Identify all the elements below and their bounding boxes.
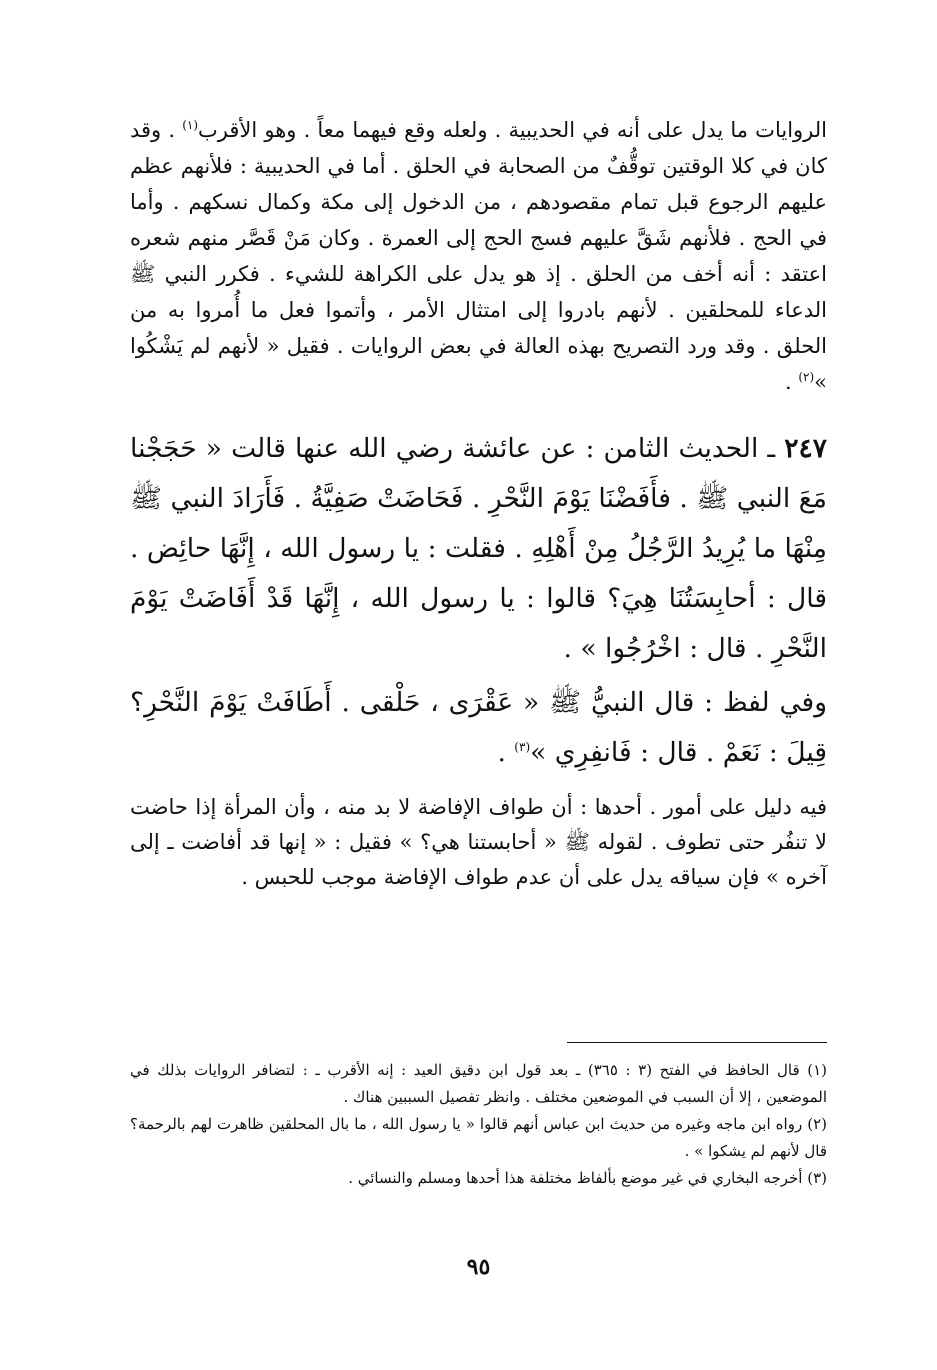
- page-number: ٩٥: [466, 1254, 491, 1280]
- footnote-3: (٣) أخرجه البخاري في غير موضع بألفاظ مختلفة هذا أحدها ومسلم والنسائي .: [348, 1169, 827, 1187]
- intro-text-c: .: [784, 370, 799, 394]
- footnote-2: (٢) رواه ابن ماجه وغيره من حديث ابن عباس أنهم قالوا « يا رسول الله ، ما بال المحلقين ظاهرت لهم بالرحمة؟ قال لأنهم لم يشكوا » .: [130, 1115, 827, 1160]
- intro-text-b: . وقد كان في كلا الوقتين توقُّفٌ من الصحابة في الحلق . أما في الحديبية : فلأنهم عظم عليهم الرجوع قبل تمام مقصودهم ، من الدخول إلى مكة وكمال نسكهم . وأما في الحج . فلأنهم شَقَّ عليهم فسج الحج إلى العمرة . وكان مَنْ قَصَّر منهم شعره اعتقد : أنه أخف من الحلق . إذ هو يدل على الكراهة للشيء . فكرر النبي ﷺ الدعاء للمحلقين . لأنهم بادروا إلى امتثال الأمر ، وأتموا فعل ما أُمروا به من الحلق . وقد ورد التصريح بهذه العالة في بعض الروايات . فقيل « لأنهم لم يَشْكُوا »: [130, 118, 827, 394]
- footnote-ref-1[interactable]: (١): [182, 118, 199, 132]
- footnote-1: (١) قال الحافظ في الفتح (٣ : ٣٦٥) ـ بعد قول ابن دقيق العيد : إنه الأقرب ـ : لتضافر الروايات بذلك في الموضعين ، إلا أن السبب في الموضعين مختلف . وانظر تفصيل السببين هناك .: [130, 1061, 827, 1106]
- footnote-separator: [567, 1042, 827, 1043]
- hadith-paragraph: [130, 424, 827, 674]
- intro-text-a: الروايات ما يدل على أنه في الحديبية . ولعله وقع فيهما معاً . وهو الأقرب: [198, 118, 827, 142]
- footnotes: [130, 1057, 827, 1192]
- hadith-text: ـ الحديث الثامن : عن عائشة رضي الله عنها قالت « حَجَجْنا مَعَ النبي ﷺ . فأَفَضْنَا يَوْمَ النَّحْرِ . فَحَاضَتْ صَفِيَّةُ . فَأَرَادَ النبي ﷺ مِنْهَا ما يُرِيدُ الرَّجُلُ مِنْ أَهْلِهِ . فقلت : يا رسول الله ، إِنَّهَا حائِض . قال : أحابِسَتُنَا هِيَ؟ قالوا : يا رسول الله ، إِنَّهَا قَدْ أَفَاضَتْ يَوْمَ النَّحْرِ . قال : اخْرُجُوا » .: [130, 433, 827, 664]
- alt-wording-text: وفي لفظ : قال النبيُّ ﷺ « عَقْرَى ، حَلْقى . أَطَافَتْ يَوْمَ النَّحْرِ؟ قِيلَ : نَعَمْ . قال : فَانفِرِي »: [130, 687, 827, 768]
- alt-wording-paragraph: [130, 678, 827, 778]
- alt-wording-end: .: [497, 737, 515, 768]
- fiqh-paragraph: فيه دليل على أمور . أحدها : أن طواف الإفاضة لا بد منه ، وأن المرأة إذا حاضت لا تنفُر حتى تطوف . لقوله ﷺ « أحابستنا هي؟ » فقيل : « إنها قد أفاضت ـ إلى آخره » فإن سياقه يدل على أن عدم طواف الإفاضة موجب للحبس .: [130, 795, 827, 889]
- footnote-ref-3[interactable]: (٣): [514, 740, 531, 755]
- intro-paragraph: [130, 112, 827, 400]
- book-page: [130, 112, 827, 1370]
- footnote-ref-2[interactable]: (٢): [798, 370, 815, 384]
- hadith-number: ٢٤٧: [784, 433, 827, 464]
